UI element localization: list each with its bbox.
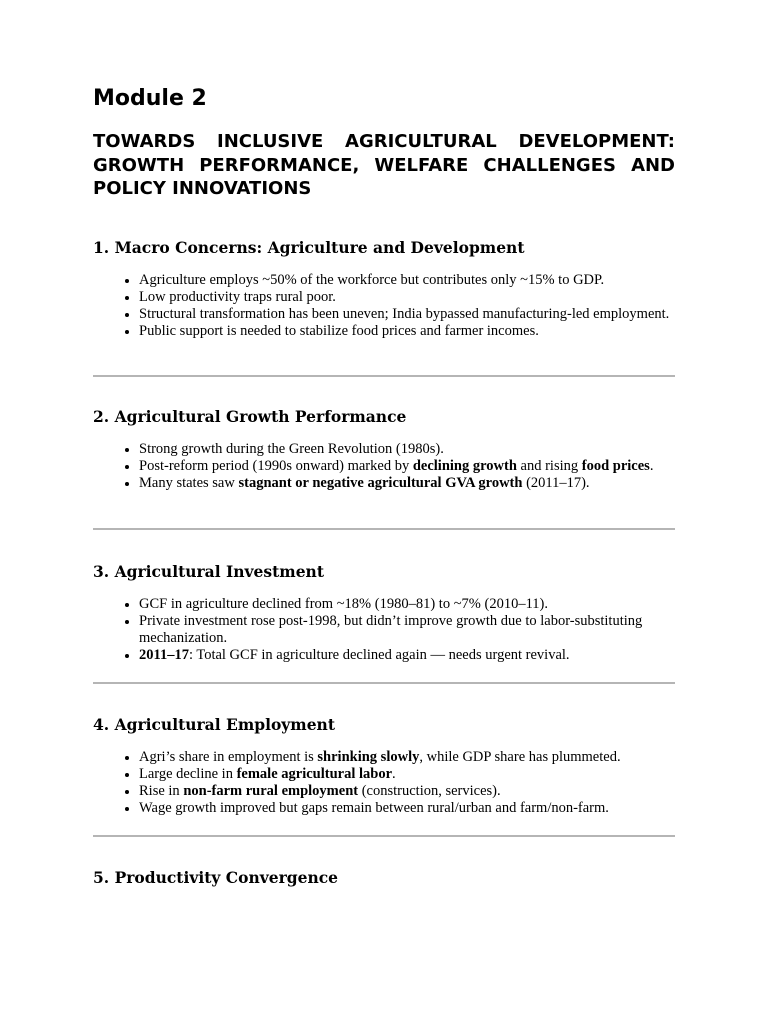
bullet-item [139, 306, 675, 323]
text-run: Strong growth during the Green Revolution (1980s). [139, 441, 444, 457]
bullet-list [93, 596, 675, 664]
bullet-list [93, 272, 675, 340]
section-productivity-convergence [93, 868, 675, 888]
bold-text: declining growth [412, 458, 517, 474]
text-run: Rise in [139, 783, 184, 799]
text-run: Post-reform period (1990s onward) marked by [139, 458, 413, 474]
text-run: Agriculture employs ~50% of the workforce but contributes only ~15% to GDP. [139, 272, 605, 288]
bullet-item [139, 749, 675, 766]
section-heading: 1. Macro Concerns: Agriculture and Development [93, 238, 525, 257]
bullet-item [139, 458, 675, 475]
text-run: . [649, 458, 654, 474]
section-heading: 4. Agricultural Employment [93, 715, 335, 734]
text-run: Large decline in [139, 766, 237, 782]
text-run: (construction, services). [358, 783, 501, 799]
text-run: . [392, 766, 396, 782]
bold-text: female agricultural labor [236, 766, 393, 782]
main-heading: TOWARDS INCLUSIVE AGRICULTURAL DEVELOPMENT: GROWTH PERFORMANCE, WELFARE CHALLENGES AND POLICY INNOVATIONS [93, 131, 675, 199]
text-run: Structural transformation has been uneven; India bypassed manufacturing-led employment. [139, 306, 670, 322]
text-run: Public support is needed to stabilize food prices and farmer incomes. [139, 323, 539, 339]
section-divider [93, 835, 675, 837]
text-run: Agri’s share in employment is [139, 749, 318, 765]
text-run: Wage growth improved but gaps remain between rural/urban and farm/non-farm. [139, 800, 609, 816]
section-divider [93, 528, 675, 530]
module-title: Module 2 [93, 86, 207, 111]
bullet-list [93, 749, 675, 817]
bullet-item [139, 289, 675, 306]
section-divider [93, 375, 675, 377]
bullet-item [139, 647, 675, 664]
text-run: (2011–17). [522, 475, 590, 491]
section-divider [93, 682, 675, 684]
bullet-item [139, 475, 675, 492]
bold-text: stagnant or negative agricultural GVA growth [238, 475, 523, 491]
bullet-item [139, 783, 675, 800]
section-heading: 5. Productivity Convergence [93, 868, 339, 887]
text-run: , while GDP share has plummeted. [419, 749, 621, 765]
bullet-item [139, 441, 675, 458]
section-macro-concerns [93, 238, 675, 340]
section-heading: 2. Agricultural Growth Performance [93, 407, 407, 426]
bullet-item [139, 323, 675, 340]
bullet-item [139, 596, 675, 613]
text-run: Low productivity traps rural poor. [139, 289, 336, 305]
text-run: and rising [516, 458, 582, 474]
section-growth-performance [93, 407, 675, 492]
bullet-item [139, 272, 675, 289]
bold-text: shrinking slowly [317, 749, 420, 765]
section-employment [93, 715, 675, 817]
section-investment [93, 562, 675, 664]
bold-text: food prices [581, 458, 650, 474]
text-run: GCF in agriculture declined from ~18% (1980–81) to ~7% (2010–11). [139, 596, 548, 612]
bullet-item [139, 766, 675, 783]
bullet-item [139, 613, 675, 647]
section-heading: 3. Agricultural Investment [93, 562, 324, 581]
bullet-item [139, 800, 675, 817]
text-run: Private investment rose post-1998, but didn’t improve growth due to labor-substituting mechanization. [139, 613, 643, 646]
bullet-list [93, 441, 675, 492]
bold-text: non-farm rural employment [183, 783, 359, 799]
text-run: : Total GCF in agriculture declined again — needs urgent revival. [188, 647, 570, 663]
bold-text: 2011–17 [139, 647, 189, 663]
text-run: Many states saw [139, 475, 239, 491]
